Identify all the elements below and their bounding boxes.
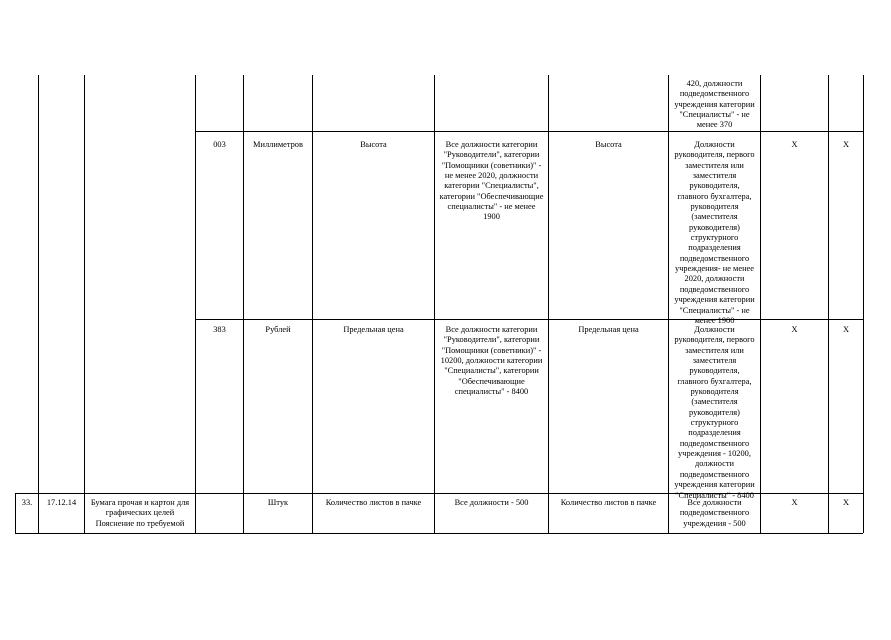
row3-characteristic-sub: Предельная цена	[578, 325, 639, 334]
row2-value-org: Все должности категории "Руководители", категории "Помощники (советники)" - не менее 2020, должности категории "Специалисты", категории "Обеспечивающие специалисты" - не менее 1900	[439, 140, 544, 222]
row4-value-sub: Все должности подведомственного учреждения - 500	[679, 498, 750, 528]
row2-characteristic-sub: Высота	[595, 140, 622, 149]
row4-number: 33.	[21, 498, 33, 507]
row4-x-mark-1: X	[791, 498, 798, 507]
row3-code: 383	[213, 325, 226, 334]
row2-code: 003	[213, 140, 226, 149]
row3-unit: Рублей	[265, 325, 291, 334]
row4-item-name: Бумага прочая и картон для графических целей Пояснение по требуемой	[90, 498, 190, 528]
row4-okpd-code: 17.12.14	[46, 498, 77, 507]
row3-value-org: Все должности категории "Руководители", категории "Помощники (советники)" - 10200, должности категории "Специалисты", категории "Обеспечивающие специалисты" - 8400	[440, 325, 543, 397]
row3-characteristic: Предельная цена	[343, 325, 404, 334]
row2-x-mark-2: X	[842, 140, 850, 149]
row3-value-sub: Должности руководителя, первого заместителя или заместителя руководителя, главного бухгалтера, руководителя (заместителя руководителя) структурного подразделения подведомственного учреждения - 10200, должности подведомственного учреждения категории "Специалисты" - 8400	[674, 325, 755, 500]
row3-x-mark-2: X	[842, 325, 850, 334]
row4-characteristic: Количество листов в пачке	[325, 498, 422, 507]
row2-characteristic: Высота	[360, 140, 387, 149]
row3-x-mark-1: X	[791, 325, 798, 334]
row4-characteristic-sub: Количество листов в пачке	[560, 498, 657, 507]
row1-value-sub: 420, должности подведомственного учреждения категории "Специалисты" - не менее 370	[674, 79, 755, 130]
row2-value-sub: Должности руководителя, первого заместителя или заместителя руководителя, главного бухгалтера, руководителя (заместителя руководителя) структурного подразделения подведомственного учреждения- не менее 2020, должности подведомственного учреждения категории "Специалисты" - не менее 1900	[674, 140, 755, 325]
row4-value-org: Все должности - 500	[454, 498, 529, 507]
row4-unit: Штук	[267, 498, 289, 507]
row4-x-mark-2: X	[842, 498, 850, 507]
row2-unit: Миллиметров	[253, 140, 303, 149]
row2-x-mark-1: X	[791, 140, 798, 149]
